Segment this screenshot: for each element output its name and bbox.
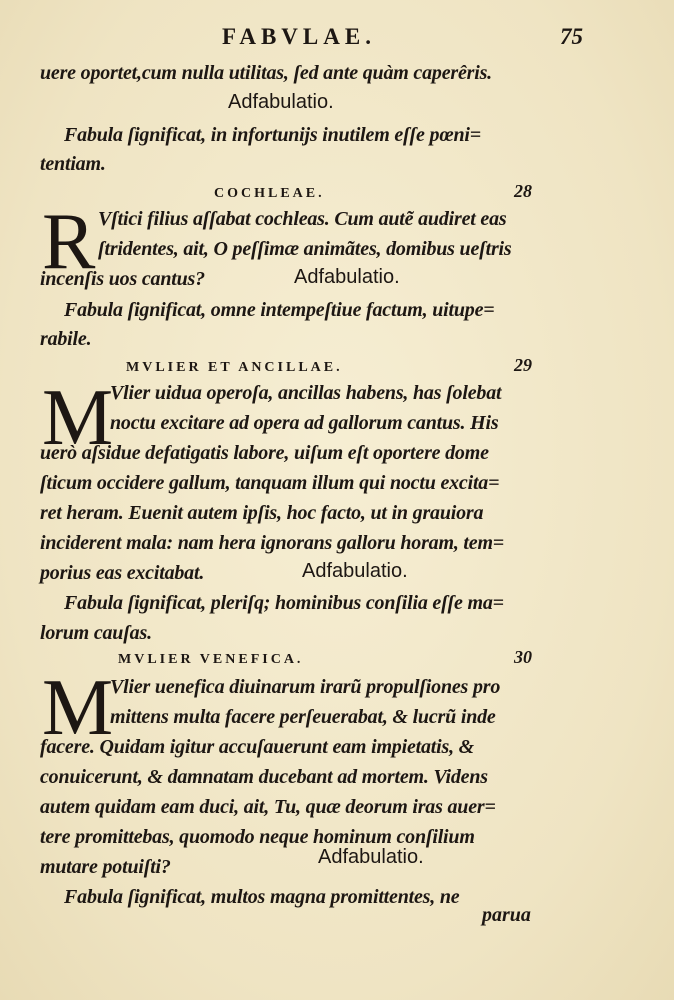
text-line: lorum cauſas. [40, 622, 152, 644]
text-line: uerò aſsidue defatigatis labore, uiſum eſt oportere dome [40, 442, 489, 464]
text-line: ret heram. Euenit autem ipſis, hoc facto, ut in grauiora [40, 502, 484, 524]
text-line: Fabula ſignificat, multos magna promittentes, ne [64, 886, 460, 908]
page-number: 75 [560, 24, 583, 49]
drop-cap: M [42, 374, 114, 462]
drop-cap: M [42, 664, 114, 752]
text-line: ſticum occidere gallum, tanquam illum qui noctu excita= [40, 472, 500, 494]
text-line: rabile. [40, 328, 92, 350]
fable-title: MVLIER ET ANCILLAE. [126, 360, 343, 375]
drop-cap: R [42, 198, 96, 286]
text-line: facere. Quidam igitur accuſauerunt eam impietatis, & [40, 736, 475, 758]
text-line: mutare potuiſti? [40, 856, 171, 878]
text-line: Fabula ſignificat, in infortunijs inutilem eſſe pœni= [64, 124, 481, 146]
text-line: porius eas excitabat. [40, 562, 205, 584]
adfabulatio-label: Adfabulatio. [294, 266, 400, 288]
running-title: FABVLAE. [222, 24, 376, 49]
adfabulatio-label: Adfabulatio. [228, 91, 334, 113]
fable-title: MVLIER VENEFICA. [118, 652, 304, 667]
text-line: Fabula ſignificat, omne intempeſtiue factum, uitupe= [64, 299, 495, 321]
fable-number: 29 [514, 355, 532, 375]
text-line: Vlier uidua operoſa, ancillas habens, has ſolebat [110, 382, 502, 404]
text-line: inciderent mala: nam hera ignorans galloru horam, tem= [40, 532, 505, 554]
text-line: uere oportet,cum nulla utilitas, ſed ante quàm caperêris. [40, 62, 492, 84]
text-line: Vſtici filius aſſabat cochleas. Cum autẽ audiret eas [98, 208, 507, 230]
adfabulatio-label: Adfabulatio. [302, 560, 408, 582]
catchword: parua [482, 904, 531, 926]
text-line: incenſis uos cantus? [40, 268, 205, 290]
text-line: conuicerunt, & damnatam ducebant ad mortem. Videns [40, 766, 488, 788]
text-line: noctu excitare ad opera ad gallorum cantus. His [110, 412, 499, 434]
text-line: Fabula ſignificat, pleriſq; hominibus conſilia eſſe ma= [64, 592, 504, 614]
text-line: autem quidam eam duci, ait, Tu, quæ deorum iras auer= [40, 796, 496, 818]
text-line: tentiam. [40, 153, 106, 175]
text-line: Vlier uenefica diuinarum irarũ propulſiones pro [110, 676, 501, 698]
text-line: ſtridentes, ait, O peſſimæ animãtes, domibus ueſtris [98, 238, 512, 260]
adfabulatio-label: Adfabulatio. [318, 846, 424, 868]
text-line: tere promittebas, quomodo neque hominum conſilium [40, 826, 475, 848]
fable-number: 30 [514, 647, 532, 667]
fable-title: COCHLEAE. [214, 186, 325, 201]
fable-number: 28 [514, 181, 532, 201]
text-line: mittens multa facere perſeuerabat, & lucrũ inde [110, 706, 496, 728]
